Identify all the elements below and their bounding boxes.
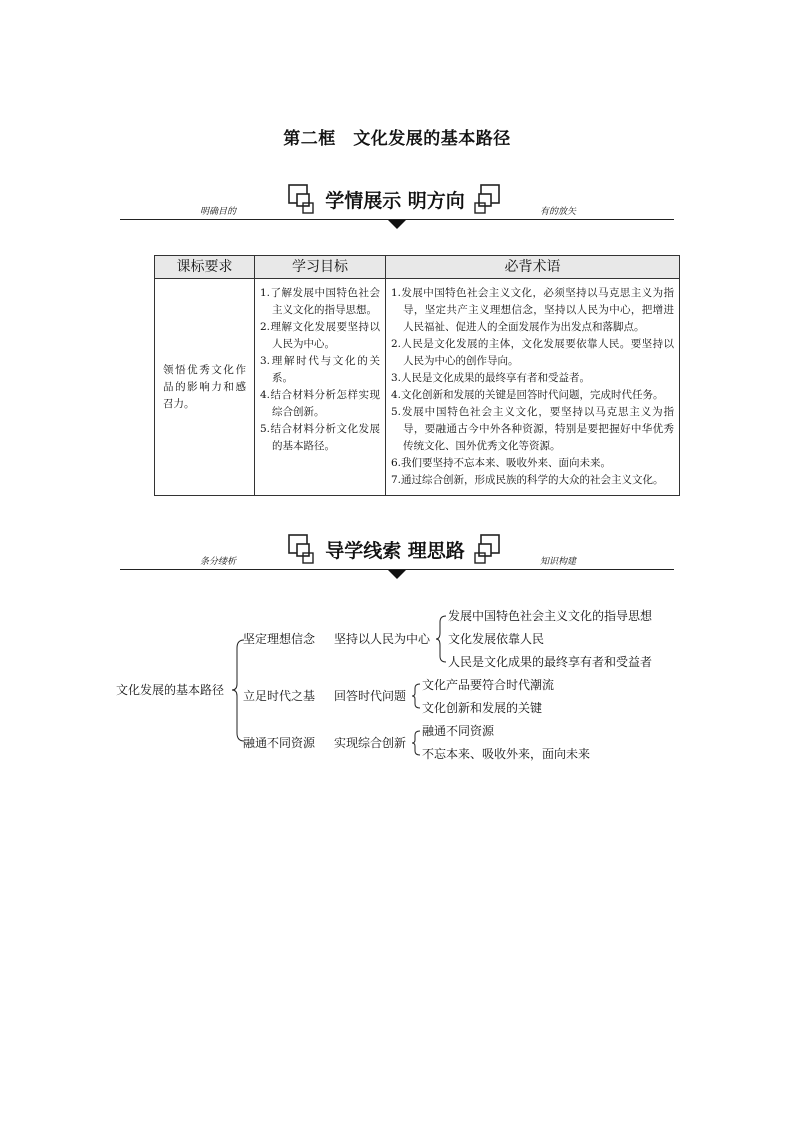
banner-title: 学情展示 明方向: [325, 189, 465, 212]
tree-branch: 立足时代之基: [243, 689, 316, 703]
page-title: 第二框 文化发展的基本路径: [283, 129, 511, 149]
list-item: 4.文化创新和发展的关键是回答时代问题，完成时代任务。: [391, 389, 664, 401]
list-item: 4.结合材料分析怎样实现综合创新。: [260, 389, 380, 418]
decor-squares-icon: [473, 183, 503, 215]
banner-right-text: 知识构建: [540, 557, 577, 567]
decor-squares-icon: [287, 183, 317, 215]
knowledge-tree: [0, 600, 794, 780]
triangle-down-icon: [388, 570, 406, 579]
decor-squares-icon: [287, 533, 317, 565]
list-item: 2.人民是文化发展的主体，文化发展要依靠人民。要坚持以人民为中心的创作导向。: [391, 338, 674, 367]
banner-left-text: 条分缕析: [200, 557, 237, 567]
list-item: 1.了解发展中国特色社会主义文化的指导思想。: [260, 287, 380, 316]
learning-goals-table: [154, 255, 680, 496]
terms-cell: [386, 279, 680, 496]
banner-title: 导学线索 理思路: [325, 539, 465, 562]
list-item: 2.理解文化发展要坚持以人民为中心。: [260, 321, 380, 350]
list-item: 1.发展中国特色社会主义文化，必须坚持以马克思主义为指导，坚定共产主义理想信念，坚持以人民为中心，把增进人民福祉、促进人的全面发展作为出发点和落脚点。: [391, 287, 674, 333]
tree-branch: 融通不同资源: [243, 736, 316, 750]
tree-leaf: 发展中国特色社会主义文化的指导思想: [448, 609, 653, 623]
list-item: 3.理解时代与文化的关系。: [260, 355, 380, 384]
column-header: 课标要求: [155, 256, 255, 279]
tree-leaf: 人民是文化成果的最终享有者和受益者: [448, 655, 653, 669]
tree-branch: 坚定理想信念: [243, 632, 316, 646]
tree-sub: 回答时代问题: [334, 689, 407, 703]
goals-cell: [255, 279, 386, 496]
tree-leaf: 文化发展依靠人民: [448, 632, 545, 646]
list-item: 6.我们要坚持不忘本来、吸收外来、面向未来。: [391, 457, 612, 469]
section-banner-1: [120, 180, 674, 230]
column-header: 学习目标: [255, 256, 386, 279]
tree-leaf: 文化产品要符合时代潮流: [422, 678, 555, 692]
list-item: 5.结合材料分析文化发展的基本路径。: [260, 423, 380, 452]
tree-sub: 坚持以人民为中心: [334, 632, 431, 646]
tree-root: 文化发展的基本路径: [116, 683, 225, 697]
triangle-down-icon: [388, 220, 406, 229]
section-banner-2: [120, 530, 674, 580]
list-item: 5.发展中国特色社会主义文化，要坚持以马克思主义为指导，要融通古今中外各种资源，特别是要把握好中华优秀传统文化、国外优秀文化等资源。: [391, 406, 674, 452]
tree-leaf: 文化创新和发展的关键: [422, 701, 543, 715]
list-item: 7.通过综合创新，形成民族的科学的大众的社会主义文化。: [391, 474, 664, 486]
decor-squares-icon: [473, 533, 503, 565]
table-header-row: [155, 256, 680, 279]
banner-right-text: 有的放矢: [540, 207, 577, 217]
tree-leaf: 融通不同资源: [422, 724, 495, 738]
banner-left-text: 明确目的: [200, 207, 237, 217]
table-row: [155, 279, 680, 496]
tree-leaf: 不忘本来、吸收外来，面向未来: [422, 747, 591, 761]
requirement-cell: 领悟优秀文化作品的影响力和感召力。: [155, 279, 255, 496]
tree-sub: 实现综合创新: [334, 736, 407, 750]
list-item: 3.人民是文化成果的最终享有者和受益者。: [391, 372, 591, 384]
column-header: 必背术语: [386, 256, 680, 279]
